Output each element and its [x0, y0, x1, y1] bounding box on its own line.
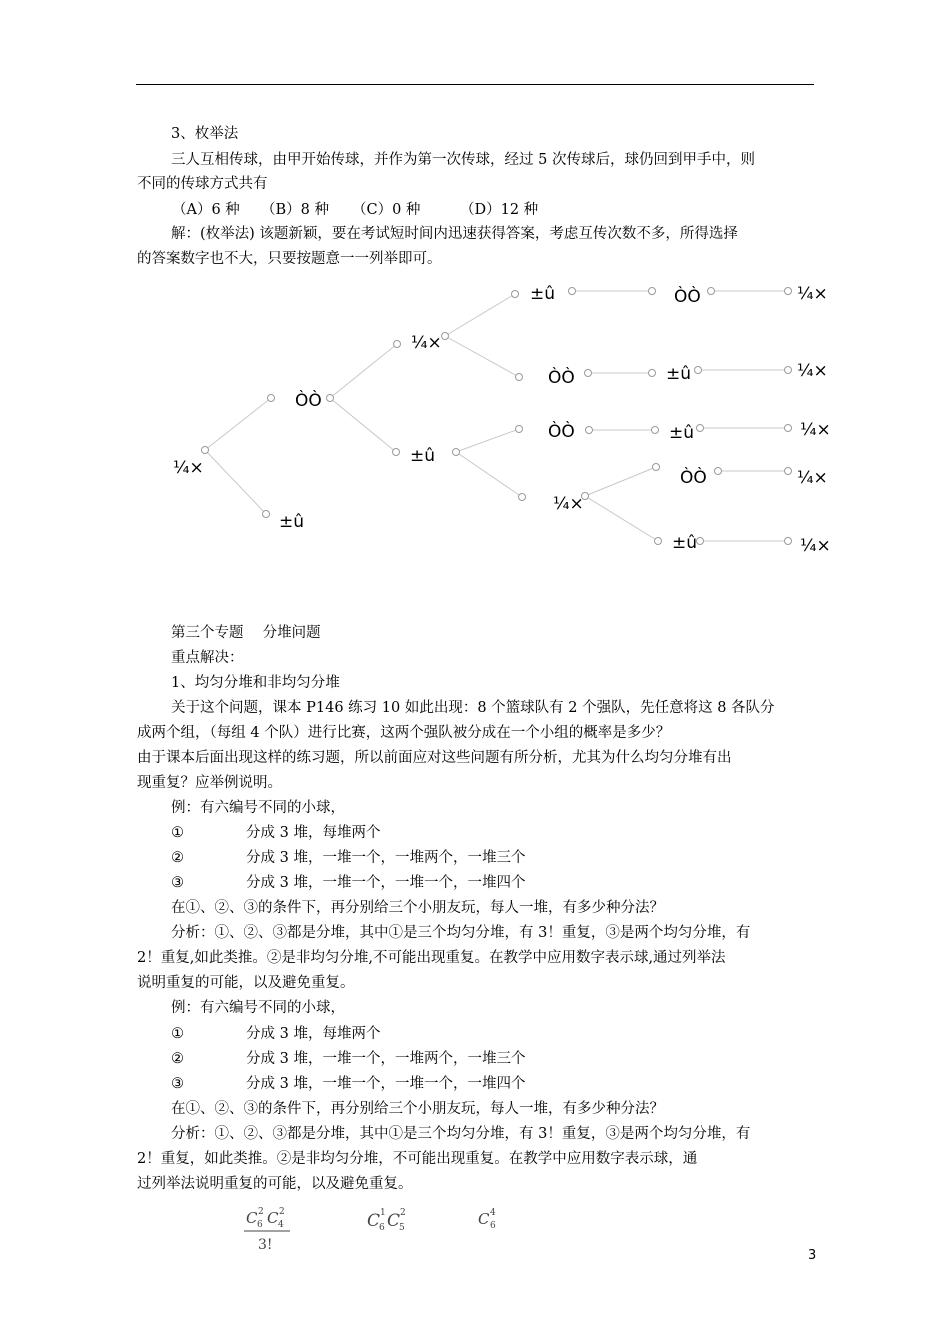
formulas: [236, 1200, 536, 1260]
f1-c1-sub: 6: [257, 1220, 263, 1230]
solution-line-2: 的答案数字也不大，只要按题意一一列举即可。: [137, 251, 442, 267]
tree-label-end-b: ¼×: [797, 361, 828, 381]
example1-analysis-line-2: 2！重复,如此类推。②是非均匀分堆,不可能出现重复。在教学中应用数字表示球,通过列举法: [137, 950, 726, 966]
section-heading: 3、枚举法: [171, 126, 239, 142]
tree-label-root: ¼×: [173, 458, 204, 478]
tree-label-l1-bot: ±û: [279, 512, 305, 532]
option-a: （A）6 种: [172, 202, 240, 218]
f2-c1-sub: 6: [379, 1223, 385, 1233]
problem-line-2: 不同的传球方式共有: [137, 176, 268, 192]
tree-label-l4-a: ÒÒ: [674, 287, 701, 307]
topic3-subtitle: 1、均匀分堆和非均匀分堆: [171, 675, 340, 691]
tree-label-l4-c: ±û: [669, 423, 695, 443]
example2-item-3-text: 分成 3 堆，一堆一个，一堆一个，一堆四个: [246, 1076, 526, 1092]
example1-question: 在①、②、③的条件下，再分别给三个小朋友玩，每人一堆，有多少种分法？: [171, 900, 664, 916]
tree-label-end-d: ¼×: [797, 468, 828, 488]
example2-item-2-num: ②: [171, 1051, 184, 1067]
tree-label-end-e: ¼×: [800, 536, 831, 556]
problem-line-1: 三人互相传球，由甲开始传球，并作为第一次传球，经过 5 次传球后，球仍回到甲手中，则: [171, 152, 755, 168]
f1-c2: C: [267, 1209, 279, 1227]
page-number: 3: [808, 1248, 817, 1263]
tree-nodes: [202, 288, 792, 545]
example1-item-2-text: 分成 3 堆，一堆一个，一堆两个，一堆三个: [246, 850, 526, 866]
topic3-focus: 重点解决：: [171, 650, 244, 666]
tree-label-l1-top: ÒÒ: [295, 391, 322, 411]
example2-item-2-text: 分成 3 堆，一堆一个，一堆两个，一堆三个: [246, 1051, 526, 1067]
f2-c2-sub: 5: [399, 1223, 405, 1233]
tree-edges: [205, 291, 788, 541]
example1-intro: 例：有六编号不同的小球，: [171, 800, 345, 816]
header-rule: [136, 84, 814, 85]
tree-label-l2-b: ±û: [410, 446, 436, 466]
example1-analysis-line-1: 分析：①、②、③都是分堆，其中①是三个均匀分堆，有 3！重复，③是两个均匀分堆，有: [171, 925, 751, 941]
topic3-title: 第三个专题 分堆问题: [171, 625, 321, 641]
example1-item-1-num: ①: [171, 825, 184, 841]
option-d: （D）12 种: [460, 202, 539, 218]
example1-analysis-line-3: 说明重复的可能，以及避免重复。: [137, 975, 355, 991]
f2-c2-sup: 2: [400, 1208, 406, 1218]
example1-item-3-num: ③: [171, 875, 184, 891]
f1-c2-sup: 2: [279, 1207, 285, 1217]
option-c: （C）0 种: [352, 202, 421, 218]
tree-label-end-a: ¼×: [797, 284, 828, 304]
f3-c-sup: 4: [490, 1208, 496, 1218]
f1-c1: C: [246, 1209, 258, 1227]
topic3-p1-line-2: 成两个组，（每组 4 个队）进行比赛，这两个强队被分成在一个小组的概率是多少？: [137, 725, 671, 741]
f1-den: 3!: [258, 1237, 273, 1253]
topic3-p2-line-2: 现重复？应举例说明。: [137, 775, 282, 791]
tree-label-l4-e: ±û: [672, 533, 698, 553]
example2-item-3-num: ③: [171, 1076, 184, 1092]
example2-intro: 例：有六编号不同的小球，: [171, 1000, 345, 1016]
tree-label-l4-d: ÒÒ: [680, 468, 707, 488]
tree-label-l3-b: ÒÒ: [548, 368, 575, 388]
example1-item-3-text: 分成 3 堆，一堆一个，一堆一个，一堆四个: [246, 875, 526, 891]
example1-item-1-text: 分成 3 堆，每堆两个: [246, 825, 381, 841]
f2-c1: C: [367, 1211, 381, 1231]
example2-item-1-num: ①: [171, 1026, 184, 1042]
topic3-p2-line-1: 由于课本后面出现这样的练习题，所以前面应对这些问题有所分析，尤其为什么均匀分堆有出: [137, 750, 732, 766]
solution-line-1: 解：(枚举法) 该题新颖，要在考试短时间内迅速获得答案，考虑互传次数不多，所得选择: [171, 226, 738, 242]
f3-c: C: [478, 1210, 490, 1228]
example2-item-1-text: 分成 3 堆，每堆两个: [246, 1026, 381, 1042]
f1-c1-sup: 2: [258, 1207, 264, 1217]
tree-diagram: [0, 270, 950, 570]
f2-c1-sup: 1: [380, 1208, 386, 1218]
example2-analysis-line-1: 分析：①、②、③都是分堆，其中①是三个均匀分堆，有 3！重复，③是两个均匀分堆，有: [171, 1126, 751, 1142]
tree-label-l3-c: ÒÒ: [548, 422, 575, 442]
tree-label-l2-a: ¼×: [411, 333, 442, 353]
f2-c2: C: [387, 1211, 401, 1231]
f3-c-sub: 6: [490, 1221, 496, 1231]
example2-analysis-line-3: 过列举法说明重复的可能，以及避免重复。: [137, 1176, 413, 1192]
example2-analysis-line-2: 2！重复，如此类推。②是非均匀分堆，不可能出现重复。在教学中应用数字表示球，通: [137, 1151, 698, 1167]
tree-label-l4-b: ±û: [666, 364, 692, 384]
option-b: （B）8 种: [261, 202, 329, 218]
tree-label-l3-d: ¼×: [553, 494, 584, 514]
tree-label-end-c: ¼×: [800, 420, 831, 440]
tree-label-l3-a: ±û: [530, 284, 556, 304]
f1-c2-sub: 4: [278, 1220, 284, 1230]
example1-item-2-num: ②: [171, 850, 184, 866]
example2-question: 在①、②、③的条件下，再分别给三个小朋友玩，每人一堆，有多少种分法？: [171, 1101, 664, 1117]
topic3-p1-line-1: 关于这个问题，课本 P146 练习 10 如此出现：8 个篮球队有 2 个强队，先任意将这 8 各队分: [171, 700, 775, 716]
